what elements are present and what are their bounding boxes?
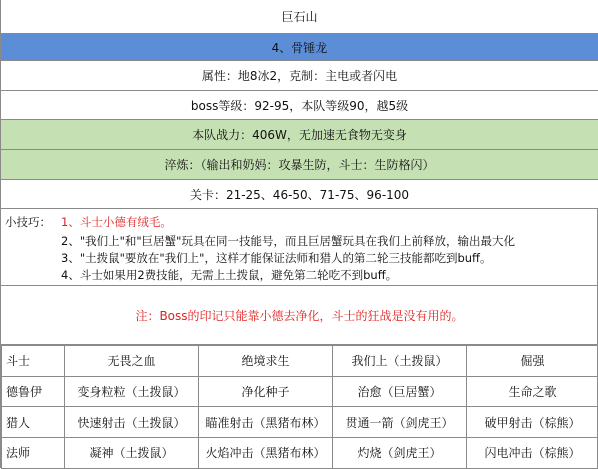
table-cell: 变身粒粒（土拨鼠）	[65, 376, 199, 407]
tips-label: 小技巧：	[5, 214, 51, 230]
table-cell: 贯通一箭（剑虎王）	[333, 407, 467, 438]
table-row	[2, 376, 598, 407]
table-cell: 德鲁伊	[2, 376, 65, 407]
note-text: 注：Boss的印记只能靠小德去净化，斗士的狂战是没有用的。	[135, 307, 463, 324]
boss-name-row	[1, 34, 598, 61]
table-header-cell: 倔强	[467, 346, 598, 377]
table-row	[2, 438, 598, 469]
table-header-cell: 斗士	[2, 346, 65, 377]
stages-row	[1, 180, 598, 209]
table-cell: 生命之歌	[467, 376, 598, 407]
table-row	[2, 407, 598, 438]
team-power-text: 本队战力：406W，无加速无食物无变身	[192, 126, 407, 143]
tip-item-3: 3、"土拨鼠"要放在"我们上"，这样才能保证法师和猎人的第二轮三技能都吃到buff。	[61, 250, 491, 266]
table-cell: 法师	[2, 438, 65, 469]
boss-name: 4、骨锤龙	[272, 39, 328, 56]
table-cell: 瞄准射击（黑猪布林）	[199, 407, 333, 438]
boss-level-row	[1, 91, 598, 120]
table-header-cell: 我们上（土拨鼠）	[333, 346, 467, 377]
table-header-cell: 绝境求生	[199, 346, 333, 377]
table-cell: 闪电冲击（棕熊）	[467, 438, 598, 469]
table-cell: 治愈（巨居蟹）	[333, 376, 467, 407]
table-cell: 灼烧（剑虎王）	[333, 438, 467, 469]
tip-item-1: 1、斗士小德有绒毛。	[61, 214, 172, 230]
tips-block	[1, 209, 598, 286]
table-cell: 破甲射击（棕熊）	[467, 407, 598, 438]
page-title: 巨石山	[281, 8, 317, 25]
tip-item-2: 2、"我们上"和"巨居蟹"玩具在同一技能号，而且巨居蟹玩具在我们上前释放，输出最大化	[61, 233, 515, 249]
attributes-row	[1, 61, 598, 91]
tip-item-4: 4、斗士如果用2费技能，无需上土拨鼠，避免第二轮吃不到buff。	[61, 267, 397, 283]
table-cell: 凝神（土拨鼠）	[65, 438, 199, 469]
table-cell: 火焰冲击（黑猪布林）	[199, 438, 333, 469]
stages-text: 关卡：21-25、46-50、71-75、96-100	[190, 186, 409, 203]
table-cell: 净化种子	[199, 376, 333, 407]
refine-text: 淬炼：（输出和奶妈：攻暴生防，斗士：生防格闪）	[164, 156, 434, 173]
table-cell: 快速射击（土拨鼠）	[65, 407, 199, 438]
refine-row	[1, 150, 598, 180]
team-power-row	[1, 120, 598, 150]
attributes-text: 属性：地8冰2，克制：主电或者闪电	[202, 67, 397, 84]
boss-level-text: boss等级：92-95，本队等级90，越5级	[191, 97, 408, 114]
table-header-row	[2, 346, 598, 377]
table-cell: 猎人	[2, 407, 65, 438]
note-row	[1, 286, 598, 345]
table-header-cell: 无畏之血	[65, 346, 199, 377]
skills-table	[1, 345, 598, 469]
title-row	[1, 0, 598, 34]
